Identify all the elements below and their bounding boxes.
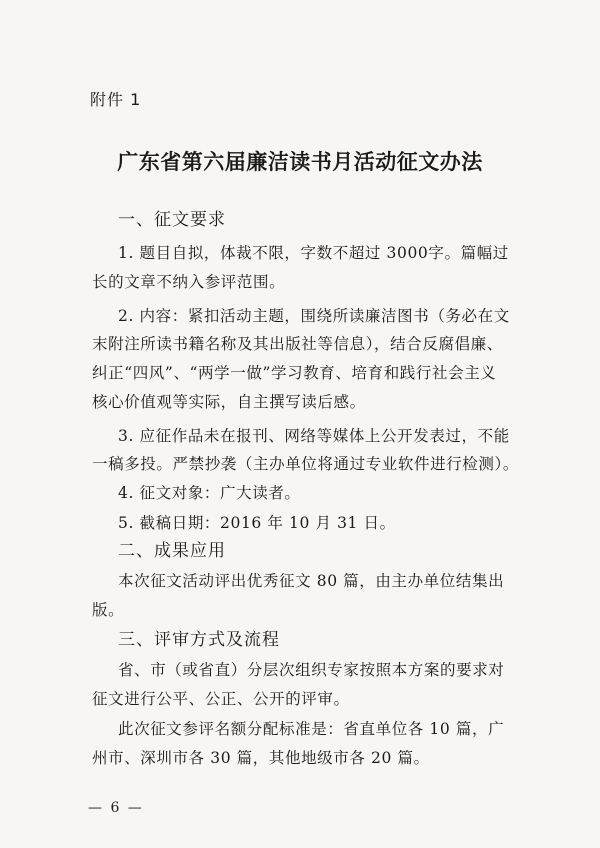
paragraph-line: 2. 内容：紧扣活动主题，围绕所读廉洁图书（务必在文 xyxy=(118,307,510,325)
paragraph-line: 本次征文活动评出优秀征文 80 篇，由主办单位结集出 xyxy=(118,572,505,590)
paragraph-line: 1. 题目自拟，体裁不限，字数不超过 3000字。篇幅过 xyxy=(118,244,509,262)
paragraph-line: 纠正“四风”、“两学一做”学习教育、培育和践行社会主义 xyxy=(92,364,497,382)
paragraph-line: 5. 截稿日期：2016 年 10 月 31 日。 xyxy=(118,514,396,532)
paragraph-line: 3. 应征作品未在报刊、网络等媒体上公开发表过，不能 xyxy=(118,427,510,445)
paragraph-line: 版。 xyxy=(92,601,125,619)
paragraph-line: 4. 征文对象：广大读者。 xyxy=(118,484,301,502)
attachment-label: 附件 1 xyxy=(90,90,142,109)
document-title: 广东省第六届廉洁读书月活动征文办法 xyxy=(117,150,483,174)
paragraph-line: 末附注所读书籍名称及其出版社等信息），结合反腐倡廉、 xyxy=(92,335,503,353)
section-heading-2: 二、成果应用 xyxy=(118,541,226,561)
paragraph-line: 此次征文参评名额分配标准是：省直单位各 10 篇，广 xyxy=(118,720,505,738)
section-heading-1: 一、征文要求 xyxy=(118,210,226,230)
paragraph-line: 核心价值观等实际，自主撰写读后感。 xyxy=(92,393,366,411)
paragraph-line: 长的文章不纳入参评范围。 xyxy=(92,273,286,291)
paragraph-line: 省、市（或省直）分层次组织专家按照本方案的要求对 xyxy=(118,661,505,679)
section-heading-3: 三、评审方式及流程 xyxy=(118,630,280,650)
paragraph-line: 一稿多投。严禁抄袭（主办单位将通过专业软件进行检测）。 xyxy=(92,455,519,473)
paragraph-line: 征文进行公平、公正、公开的评审。 xyxy=(92,690,350,708)
paragraph-line: 州市、深圳市各 30 篇，其他地级市各 20 篇。 xyxy=(92,749,430,767)
page-number: — 6 — xyxy=(88,800,144,816)
